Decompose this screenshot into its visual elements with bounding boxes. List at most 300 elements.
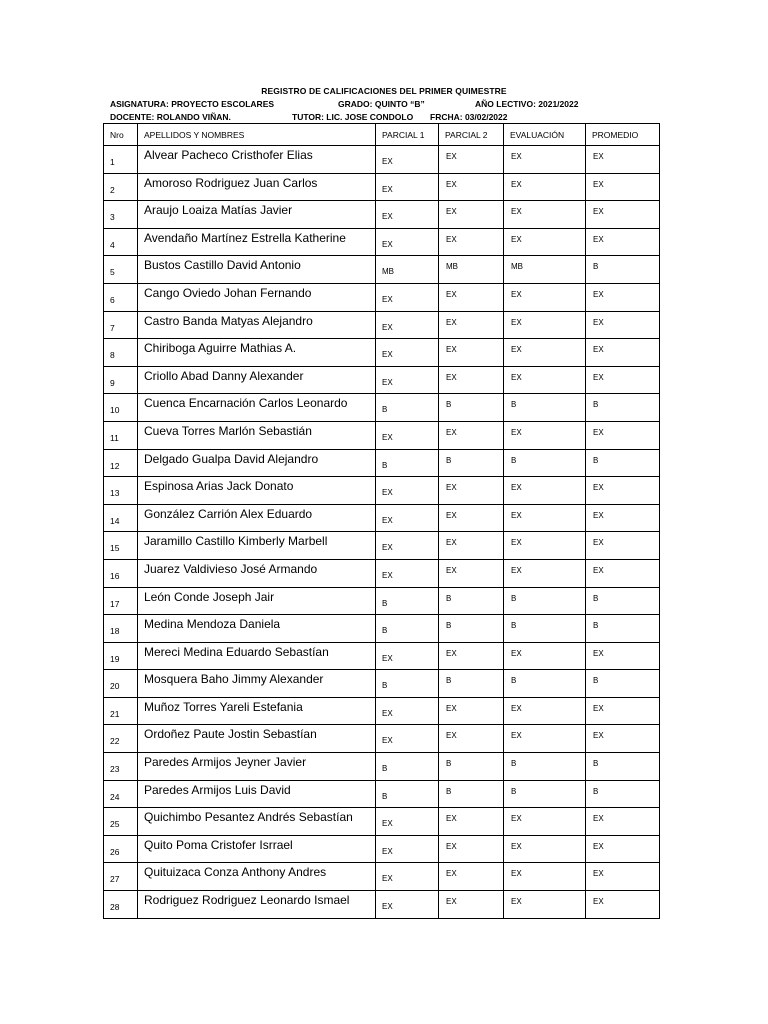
table-row	[104, 173, 660, 201]
student-name-cell	[138, 753, 376, 781]
grade-evaluacion: EX	[511, 841, 522, 851]
grade-evaluacion: B	[511, 676, 517, 686]
table-row	[104, 283, 660, 311]
student-name-cell	[138, 559, 376, 587]
row-number-cell	[104, 504, 138, 532]
table-row	[104, 311, 660, 339]
grade-promedio: EX	[593, 869, 604, 879]
row-number-cell	[104, 366, 138, 394]
student-name-cell	[138, 146, 376, 174]
grade-promedio-cell	[586, 283, 660, 311]
student-name: Chiriboga Aguirre Mathias A.	[144, 341, 297, 356]
grade-parcial-1-cell	[376, 201, 439, 229]
grade-parcial-1: EX	[382, 350, 393, 360]
table-row	[104, 835, 660, 863]
row-number: 24	[110, 791, 120, 802]
row-number: 13	[110, 488, 120, 499]
grade-promedio: EX	[593, 841, 604, 851]
row-number: 3	[110, 212, 115, 223]
grade-promedio-cell	[586, 311, 660, 339]
row-number-cell	[104, 835, 138, 863]
table-row	[104, 697, 660, 725]
row-number-cell	[104, 146, 138, 174]
grade-evaluacion: EX	[511, 648, 522, 658]
grade-parcial-1: EX	[382, 902, 393, 912]
student-name-cell	[138, 835, 376, 863]
grade-parcial-2: B	[446, 593, 452, 603]
student-name-cell	[138, 504, 376, 532]
grade-parcial-2: EX	[446, 207, 457, 217]
grade-parcial-2: B	[446, 786, 452, 796]
grade-parcial-1-cell	[376, 642, 439, 670]
grade-parcial-1: EX	[382, 819, 393, 829]
student-name: León Conde Joseph Jair	[144, 589, 275, 604]
table-row	[104, 753, 660, 781]
table-row	[104, 725, 660, 753]
grade-parcial-1: EX	[382, 239, 393, 249]
grade-promedio: EX	[593, 565, 604, 575]
grade-parcial-1-cell	[376, 311, 439, 339]
grade-parcial-2-cell	[439, 753, 504, 781]
student-name: Quichimbo Pesantez Andrés Sebastían	[144, 810, 353, 825]
grade-promedio-cell	[586, 670, 660, 698]
grade-evaluacion-cell	[504, 670, 586, 698]
student-name: Delgado Gualpa David Alejandro	[144, 451, 319, 466]
row-number: 27	[110, 874, 120, 885]
table-row	[104, 891, 660, 919]
grade-parcial-2-cell	[439, 615, 504, 643]
document-title: REGISTRO DE CALIFICACIONES DEL PRIMER QUIMESTRE	[261, 86, 507, 96]
row-number-cell	[104, 891, 138, 919]
grade-parcial-1-cell	[376, 670, 439, 698]
grade-parcial-1: B	[382, 460, 388, 470]
grade-promedio-cell	[586, 863, 660, 891]
grade-parcial-2: EX	[446, 897, 457, 907]
tutor-label: TUTOR: LIC. JOSE CONDOLO	[292, 112, 414, 122]
student-name-cell	[138, 311, 376, 339]
row-number: 15	[110, 543, 120, 554]
student-name-cell	[138, 256, 376, 284]
grade-promedio: B	[593, 593, 599, 603]
grade-parcial-1: B	[382, 764, 388, 774]
grade-parcial-1-cell	[376, 394, 439, 422]
grade-evaluacion: EX	[511, 289, 522, 299]
grade-promedio: EX	[593, 538, 604, 548]
grade-parcial-2-cell	[439, 421, 504, 449]
grade-parcial-2: EX	[446, 372, 457, 382]
grade-evaluacion: EX	[511, 207, 522, 217]
grade-parcial-2: B	[446, 400, 452, 410]
grade-parcial-1-cell	[376, 339, 439, 367]
grade-parcial-1: EX	[382, 708, 393, 718]
grade-parcial-1-cell	[376, 725, 439, 753]
grade-parcial-1-cell	[376, 146, 439, 174]
grade-evaluacion-cell	[504, 146, 586, 174]
student-name-cell	[138, 863, 376, 891]
grade-evaluacion-cell	[504, 697, 586, 725]
grade-evaluacion: B	[511, 759, 517, 769]
grade-promedio: EX	[593, 372, 604, 382]
grade-parcial-1: B	[382, 598, 388, 608]
grade-evaluacion-cell	[504, 366, 586, 394]
student-name: Juarez Valdivieso José Armando	[144, 561, 318, 576]
grade-evaluacion-cell	[504, 256, 586, 284]
grade-evaluacion-cell	[504, 311, 586, 339]
student-name-cell	[138, 394, 376, 422]
grade-evaluacion-cell	[504, 835, 586, 863]
row-number-cell	[104, 201, 138, 229]
student-name: Amoroso Rodriguez Juan Carlos	[144, 175, 318, 190]
student-name-cell	[138, 477, 376, 505]
student-name: Quituizaca Conza Anthony Andres	[144, 865, 327, 880]
table-row	[104, 339, 660, 367]
grade-parcial-2: EX	[446, 703, 457, 713]
student-name-cell	[138, 339, 376, 367]
grade-parcial-2: B	[446, 759, 452, 769]
grade-promedio: B	[593, 400, 599, 410]
row-number-cell	[104, 532, 138, 560]
grade-parcial-2-cell	[439, 642, 504, 670]
grade-evaluacion-cell	[504, 394, 586, 422]
grade-parcial-1: EX	[382, 488, 393, 498]
row-number: 14	[110, 515, 120, 526]
grade-parcial-2-cell	[439, 366, 504, 394]
student-name: Criollo Abad Danny Alexander	[144, 368, 304, 383]
grade-evaluacion: EX	[511, 372, 522, 382]
table-row	[104, 146, 660, 174]
grade-evaluacion-cell	[504, 615, 586, 643]
date-label: FRCHA: 03/02/2022	[430, 112, 508, 122]
grade-evaluacion-cell	[504, 559, 586, 587]
student-name-cell	[138, 283, 376, 311]
column-header-name: APELLIDOS Y NOMBRES	[138, 124, 376, 146]
grade-parcial-1-cell	[376, 891, 439, 919]
grade-promedio: B	[593, 759, 599, 769]
grade-evaluacion-cell	[504, 808, 586, 836]
grade-promedio-cell	[586, 477, 660, 505]
grade-parcial-2-cell	[439, 559, 504, 587]
grade-parcial-2-cell	[439, 835, 504, 863]
grade-parcial-2-cell	[439, 808, 504, 836]
grade-promedio: B	[593, 786, 599, 796]
grade-promedio-cell	[586, 725, 660, 753]
grade-parcial-2: EX	[446, 345, 457, 355]
student-name: Avendaño Martínez Estrella Katherine	[144, 230, 346, 245]
table-row	[104, 366, 660, 394]
table-row	[104, 394, 660, 422]
grade-parcial-1-cell	[376, 808, 439, 836]
grade-parcial-1-cell	[376, 532, 439, 560]
student-name-cell	[138, 891, 376, 919]
grade-promedio: EX	[593, 179, 604, 189]
grade-parcial-2: EX	[446, 814, 457, 824]
grade-parcial-1: B	[382, 681, 388, 691]
row-number-cell	[104, 863, 138, 891]
grade-promedio-cell	[586, 532, 660, 560]
grade-promedio: EX	[593, 207, 604, 217]
row-number-cell	[104, 173, 138, 201]
row-number-cell	[104, 339, 138, 367]
grade-parcial-2: EX	[446, 234, 457, 244]
grade-promedio: EX	[593, 289, 604, 299]
grade-promedio-cell	[586, 421, 660, 449]
row-number-cell	[104, 449, 138, 477]
student-name-cell	[138, 201, 376, 229]
row-number-cell	[104, 642, 138, 670]
grade-evaluacion-cell	[504, 173, 586, 201]
grade-promedio-cell	[586, 808, 660, 836]
row-number-cell	[104, 394, 138, 422]
grade-promedio-cell	[586, 201, 660, 229]
grades-table	[103, 123, 660, 919]
table-row	[104, 670, 660, 698]
student-name: Ordoñez Paute Jostin Sebastían	[144, 727, 317, 742]
grade-parcial-1: MB	[382, 267, 394, 277]
grade-parcial-1-cell	[376, 477, 439, 505]
grade-promedio-cell	[586, 504, 660, 532]
grade-promedio-cell	[586, 753, 660, 781]
column-header-parcial-2: PARCIAL 2	[439, 124, 504, 146]
grade-parcial-2-cell	[439, 891, 504, 919]
grade-parcial-2: EX	[446, 538, 457, 548]
grade-parcial-1-cell	[376, 863, 439, 891]
column-header-promedio: PROMEDIO	[586, 124, 660, 146]
grade-evaluacion: EX	[511, 565, 522, 575]
grade-evaluacion-cell	[504, 201, 586, 229]
grade-evaluacion-cell	[504, 283, 586, 311]
grade-parcial-1: EX	[382, 570, 393, 580]
column-header-nro: Nro	[104, 124, 138, 146]
grade-evaluacion: EX	[511, 510, 522, 520]
subject-label: ASIGNATURA: PROYECTO ESCOLARES	[110, 99, 275, 109]
grade-promedio-cell	[586, 146, 660, 174]
student-name-cell	[138, 808, 376, 836]
grade-promedio: B	[593, 676, 599, 686]
row-number: 23	[110, 764, 120, 775]
grade-evaluacion-cell	[504, 504, 586, 532]
table-row	[104, 587, 660, 615]
row-number: 1	[110, 157, 115, 167]
grade-promedio: EX	[593, 427, 604, 437]
grade-evaluacion: EX	[511, 538, 522, 548]
grade-promedio-cell	[586, 366, 660, 394]
grade-evaluacion-cell	[504, 532, 586, 560]
student-name: Quito Poma Cristofer Isrrael	[144, 837, 293, 852]
grade-promedio: EX	[593, 731, 604, 741]
grade-parcial-1-cell	[376, 780, 439, 808]
table-row	[104, 808, 660, 836]
grade-promedio-cell	[586, 587, 660, 615]
row-number: 22	[110, 736, 120, 747]
grade-parcial-2-cell	[439, 228, 504, 256]
grade-evaluacion-cell	[504, 228, 586, 256]
grade-parcial-2-cell	[439, 504, 504, 532]
student-name: Mereci Medina Eduardo Sebastían	[144, 644, 329, 659]
student-name-cell	[138, 642, 376, 670]
grade-parcial-2: EX	[446, 152, 457, 161]
grade-parcial-2-cell	[439, 670, 504, 698]
grade-parcial-2-cell	[439, 394, 504, 422]
grade-evaluacion: EX	[511, 703, 522, 713]
teacher-label: DOCENTE: ROLANDO VIÑAN.	[110, 112, 231, 122]
grade-parcial-1: EX	[382, 515, 393, 525]
row-number: 28	[110, 902, 120, 913]
row-number-cell	[104, 697, 138, 725]
grade-parcial-2: EX	[446, 648, 457, 658]
row-number-cell	[104, 477, 138, 505]
grade-parcial-1: EX	[382, 184, 393, 194]
grade-evaluacion: EX	[511, 814, 522, 824]
grade-parcial-2-cell	[439, 311, 504, 339]
student-name: Muñoz Torres Yareli Estefania	[144, 699, 303, 714]
row-number-cell	[104, 311, 138, 339]
row-number: 6	[110, 294, 115, 305]
student-name: Paredes Armijos Luis David	[144, 782, 291, 797]
grade-evaluacion: B	[511, 455, 517, 465]
grade-parcial-1-cell	[376, 615, 439, 643]
grade-evaluacion: MB	[511, 262, 523, 272]
grade-promedio: EX	[593, 152, 604, 161]
grade-promedio: EX	[593, 345, 604, 355]
grade-parcial-2-cell	[439, 780, 504, 808]
grade-parcial-1-cell	[376, 173, 439, 201]
grade-promedio-cell	[586, 642, 660, 670]
row-number-cell	[104, 587, 138, 615]
grade-parcial-2-cell	[439, 283, 504, 311]
student-name-cell	[138, 615, 376, 643]
grade-promedio-cell	[586, 256, 660, 284]
grade-evaluacion: EX	[511, 483, 522, 493]
grade-promedio: EX	[593, 703, 604, 713]
student-name: Alvear Pacheco Cristhofer Elias	[144, 148, 313, 162]
grade-promedio-cell	[586, 449, 660, 477]
row-number: 17	[110, 598, 120, 609]
grade-parcial-2-cell	[439, 256, 504, 284]
row-number: 26	[110, 846, 120, 857]
grade-evaluacion: EX	[511, 427, 522, 437]
row-number: 21	[110, 708, 120, 719]
grade-parcial-2-cell	[439, 697, 504, 725]
column-header-evaluacion: EVALUACIÓN	[504, 124, 586, 146]
student-name: Jaramillo Castillo Kimberly Marbell	[144, 534, 328, 549]
table-row	[104, 780, 660, 808]
row-number: 25	[110, 819, 120, 830]
grade-promedio: B	[593, 621, 599, 631]
grade-parcial-1: EX	[382, 874, 393, 884]
grade-promedio: EX	[593, 510, 604, 520]
grade-parcial-2-cell	[439, 587, 504, 615]
student-name: Castro Banda Matyas Alejandro	[144, 313, 313, 328]
grade-parcial-2: B	[446, 455, 452, 465]
grade-evaluacion: EX	[511, 234, 522, 244]
grade-promedio-cell	[586, 339, 660, 367]
row-number-cell	[104, 670, 138, 698]
grade-evaluacion: EX	[511, 869, 522, 879]
grade-promedio: EX	[593, 648, 604, 658]
table-row	[104, 256, 660, 284]
grade-promedio: EX	[593, 483, 604, 493]
grade-parcial-1: EX	[382, 432, 393, 442]
grade-parcial-1-cell	[376, 449, 439, 477]
row-number: 19	[110, 653, 120, 664]
grade-parcial-2: EX	[446, 317, 457, 327]
table-row	[104, 532, 660, 560]
grade-parcial-2: B	[446, 676, 452, 686]
grade-parcial-1: EX	[382, 846, 393, 856]
row-number: 9	[110, 377, 115, 388]
grade-evaluacion-cell	[504, 477, 586, 505]
grade-promedio: EX	[593, 317, 604, 327]
grade-promedio-cell	[586, 835, 660, 863]
grade-parcial-2: EX	[446, 565, 457, 575]
table-row	[104, 477, 660, 505]
column-header-parcial-1: PARCIAL 1	[376, 124, 439, 146]
grade-label: GRADO: QUINTO “B”	[338, 99, 425, 109]
student-name: Cuenca Encarnación Carlos Leonardo	[144, 396, 348, 411]
grade-parcial-2: EX	[446, 179, 457, 189]
grade-parcial-1: B	[382, 626, 388, 636]
row-number: 11	[110, 432, 119, 443]
student-name-cell	[138, 780, 376, 808]
grade-parcial-2: EX	[446, 510, 457, 520]
grade-evaluacion: EX	[511, 731, 522, 741]
grade-parcial-2-cell	[439, 449, 504, 477]
grade-evaluacion: EX	[511, 152, 522, 161]
grade-parcial-1: EX	[382, 736, 393, 746]
grade-parcial-2: EX	[446, 841, 457, 851]
table-row	[104, 449, 660, 477]
grade-evaluacion-cell	[504, 891, 586, 919]
row-number: 4	[110, 239, 115, 250]
grade-parcial-1-cell	[376, 228, 439, 256]
grade-parcial-2-cell	[439, 725, 504, 753]
table-row	[104, 559, 660, 587]
grade-promedio: EX	[593, 234, 604, 244]
row-number-cell	[104, 256, 138, 284]
student-name-cell	[138, 670, 376, 698]
table-row	[104, 642, 660, 670]
grade-parcial-1-cell	[376, 587, 439, 615]
grade-parcial-2: EX	[446, 731, 457, 741]
student-name-cell	[138, 421, 376, 449]
grade-parcial-1-cell	[376, 504, 439, 532]
row-number-cell	[104, 780, 138, 808]
student-name: Mosquera Baho Jimmy Alexander	[144, 672, 324, 687]
grade-promedio-cell	[586, 615, 660, 643]
grade-evaluacion: EX	[511, 897, 522, 907]
grade-evaluacion: B	[511, 593, 517, 603]
grade-promedio-cell	[586, 780, 660, 808]
student-name: Rodriguez Rodriguez Leonardo Ismael	[144, 893, 350, 908]
grade-parcial-1-cell	[376, 421, 439, 449]
grade-evaluacion-cell	[504, 642, 586, 670]
grade-parcial-1-cell	[376, 753, 439, 781]
row-number-cell	[104, 808, 138, 836]
row-number: 12	[110, 460, 120, 471]
grade-evaluacion-cell	[504, 753, 586, 781]
grade-parcial-2: EX	[446, 869, 457, 879]
grade-parcial-1: EX	[382, 653, 393, 663]
grade-parcial-1-cell	[376, 283, 439, 311]
student-name: Bustos Castillo David Antonio	[144, 258, 301, 273]
grade-parcial-1: EX	[382, 294, 393, 304]
grade-parcial-2: MB	[446, 262, 458, 272]
school-year-label: AÑO LECTIVO: 2021/2022	[475, 99, 579, 109]
student-name: Medina Mendoza Daniela	[144, 617, 281, 632]
grade-evaluacion: B	[511, 786, 517, 796]
grade-promedio-cell	[586, 394, 660, 422]
student-name: González Carrión Alex Eduardo	[144, 506, 313, 521]
